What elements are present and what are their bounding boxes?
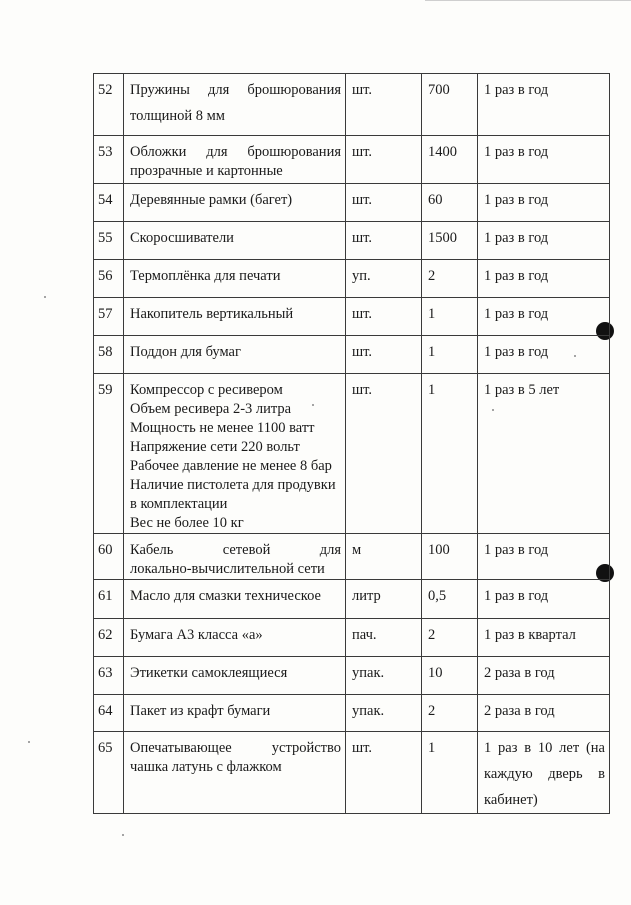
- supplies-table-body: [94, 74, 610, 814]
- row-number: 65: [98, 740, 113, 756]
- scan-speck: [44, 296, 46, 298]
- table-row: [94, 619, 610, 657]
- frequency-value: 1 раз в год: [484, 306, 549, 322]
- frequency-cell: [478, 336, 610, 374]
- quantity-cell: [422, 74, 478, 136]
- quantity-cell: [422, 184, 478, 222]
- frequency-cell: [478, 260, 610, 298]
- item-name-cell: [124, 374, 346, 534]
- row-number-cell: [94, 136, 124, 184]
- frequency-cell: [478, 619, 610, 657]
- unit-cell: [346, 619, 422, 657]
- row-number: 52: [98, 82, 113, 98]
- unit-value: литр: [352, 588, 381, 604]
- frequency-cell: [478, 222, 610, 260]
- frequency-value: 1 раз в год: [484, 268, 549, 284]
- row-number-cell: [94, 184, 124, 222]
- frequency-value: 1 раз в 5 лет: [484, 382, 560, 398]
- quantity-cell: [422, 260, 478, 298]
- frequency-value: 1 раз в квартал: [484, 627, 576, 643]
- row-number-cell: [94, 657, 124, 695]
- quantity-value: 2: [428, 268, 436, 284]
- item-name-line: Деревянные рамки (багет): [130, 192, 293, 208]
- table-row: [94, 695, 610, 732]
- item-name-line: Наличие пистолета для продувки: [130, 477, 336, 493]
- frequency-value: 1 раз в год: [484, 144, 549, 160]
- row-number-cell: [94, 619, 124, 657]
- item-name-cell: [124, 136, 346, 184]
- item-name-cell: [124, 74, 346, 136]
- row-number: 60: [98, 542, 113, 558]
- unit-cell: [346, 374, 422, 534]
- item-name-line: Этикетки самоклеящиеся: [130, 665, 288, 681]
- unit-value: шт.: [352, 144, 373, 160]
- item-name-cell: [124, 298, 346, 336]
- item-name-line: Накопитель вертикальный: [130, 306, 294, 322]
- unit-cell: [346, 74, 422, 136]
- quantity-cell: [422, 336, 478, 374]
- frequency-cell: [478, 732, 610, 814]
- frequency-cell: [478, 74, 610, 136]
- quantity-value: 1: [428, 306, 436, 322]
- item-name-line: Бумага А3 класса «а»: [130, 627, 263, 643]
- item-name-cell: [124, 260, 346, 298]
- unit-value: шт.: [352, 306, 373, 322]
- row-number: 64: [98, 703, 113, 719]
- unit-value: шт.: [352, 82, 373, 98]
- row-number: 62: [98, 627, 113, 643]
- unit-cell: [346, 580, 422, 619]
- frequency-cell: [478, 695, 610, 732]
- table-row: [94, 336, 610, 374]
- quantity-value: 1: [428, 344, 436, 360]
- frequency-value: 1 раз в год: [484, 344, 549, 360]
- table-row: [94, 74, 610, 136]
- table-row: [94, 580, 610, 619]
- quantity-value: 700: [428, 82, 450, 98]
- row-number-cell: [94, 260, 124, 298]
- supplies-table: [93, 73, 610, 814]
- table-row: [94, 298, 610, 336]
- item-name-line: Пружины для брошюрования: [130, 82, 341, 98]
- item-name-line: Напряжение сети 220 вольт: [130, 439, 300, 455]
- item-name-cell: [124, 732, 346, 814]
- frequency-line: 1 раз в 10 лет (на: [484, 740, 605, 756]
- item-name-line: Термоплёнка для печати: [130, 268, 281, 284]
- item-name-cell: [124, 657, 346, 695]
- scan-speck: [28, 741, 30, 743]
- table-row: [94, 260, 610, 298]
- item-name-line: Рабочее давление не менее 8 бар: [130, 458, 332, 474]
- quantity-value: 2: [428, 703, 436, 719]
- quantity-value: 1: [428, 382, 436, 398]
- quantity-cell: [422, 298, 478, 336]
- quantity-cell: [422, 695, 478, 732]
- quantity-cell: [422, 136, 478, 184]
- row-number: 61: [98, 588, 113, 604]
- item-name-line: Масло для смазки техническое: [130, 588, 321, 604]
- row-number: 54: [98, 192, 113, 208]
- frequency-value: 2 раза в год: [484, 703, 555, 719]
- item-name-line: Поддон для бумаг: [130, 344, 241, 360]
- quantity-cell: [422, 222, 478, 260]
- item-name-cell: [124, 222, 346, 260]
- frequency-cell: [478, 136, 610, 184]
- unit-value: упак.: [352, 703, 385, 719]
- item-name-cell: [124, 336, 346, 374]
- row-number-cell: [94, 298, 124, 336]
- quantity-value: 2: [428, 627, 436, 643]
- row-number: 55: [98, 230, 113, 246]
- item-name-line: Кабель сетевой для: [130, 542, 341, 558]
- row-number-cell: [94, 732, 124, 814]
- row-number: 63: [98, 665, 113, 681]
- frequency-cell: [478, 298, 610, 336]
- unit-value: упак.: [352, 665, 385, 681]
- row-number-cell: [94, 222, 124, 260]
- unit-value: шт.: [352, 382, 373, 398]
- unit-cell: [346, 336, 422, 374]
- row-number: 58: [98, 344, 113, 360]
- row-number: 56: [98, 268, 113, 284]
- frequency-value: 1 раз в год: [484, 542, 549, 558]
- unit-cell: [346, 136, 422, 184]
- unit-cell: [346, 657, 422, 695]
- row-number-cell: [94, 695, 124, 732]
- item-name-line: Обложки для брошюрования: [130, 144, 341, 160]
- frequency-cell: [478, 374, 610, 534]
- unit-cell: [346, 732, 422, 814]
- frequency-value: 1 раз в год: [484, 230, 549, 246]
- quantity-value: 60: [428, 192, 443, 208]
- row-number-cell: [94, 580, 124, 619]
- unit-cell: [346, 184, 422, 222]
- frequency-value: 1 раз в год: [484, 192, 549, 208]
- row-number: 57: [98, 306, 113, 322]
- unit-value: шт.: [352, 740, 373, 756]
- unit-cell: [346, 222, 422, 260]
- unit-value: уп.: [352, 268, 371, 284]
- row-number: 53: [98, 144, 113, 160]
- quantity-value: 0,5: [428, 588, 447, 604]
- table-row: [94, 732, 610, 814]
- item-name-line: Опечатывающее устройство: [130, 740, 341, 756]
- frequency-cell: [478, 580, 610, 619]
- frequency-cell: [478, 534, 610, 580]
- frequency-cell: [478, 184, 610, 222]
- unit-cell: [346, 534, 422, 580]
- item-name-line: Компрессор с ресивером: [130, 382, 283, 398]
- unit-cell: [346, 260, 422, 298]
- item-name-cell: [124, 695, 346, 732]
- quantity-value: 1400: [428, 144, 457, 160]
- unit-value: шт.: [352, 230, 373, 246]
- frequency-cell: [478, 657, 610, 695]
- unit-cell: [346, 695, 422, 732]
- table-row: [94, 657, 610, 695]
- item-name-line: Объем ресивера 2-3 литра: [130, 401, 292, 417]
- quantity-cell: [422, 580, 478, 619]
- row-number-cell: [94, 534, 124, 580]
- frequency-line: кабинет): [484, 792, 538, 808]
- quantity-value: 10: [428, 665, 443, 681]
- unit-value: шт.: [352, 344, 373, 360]
- table-row: [94, 374, 610, 534]
- quantity-cell: [422, 657, 478, 695]
- row-number-cell: [94, 374, 124, 534]
- unit-value: шт.: [352, 192, 373, 208]
- quantity-cell: [422, 732, 478, 814]
- unit-value: м: [352, 542, 362, 558]
- row-number-cell: [94, 74, 124, 136]
- quantity-value: 1: [428, 740, 436, 756]
- frequency-line: каждую дверь в: [484, 766, 605, 782]
- item-name-line: Мощность не менее 1100 ватт: [130, 420, 315, 436]
- scan-speck: [122, 834, 124, 836]
- frequency-value: 1 раз в год: [484, 82, 549, 98]
- frequency-value: 2 раза в год: [484, 665, 555, 681]
- quantity-value: 1500: [428, 230, 457, 246]
- item-name-cell: [124, 184, 346, 222]
- item-name-cell: [124, 619, 346, 657]
- quantity-value: 100: [428, 542, 450, 558]
- item-name-line: локально-вычислительной сети: [130, 561, 325, 577]
- top-edge-line: [425, 0, 631, 1]
- item-name-line: Пакет из крафт бумаги: [130, 703, 271, 719]
- item-name-line: Вес не более 10 кг: [130, 515, 244, 531]
- unit-cell: [346, 298, 422, 336]
- row-number: 59: [98, 382, 113, 398]
- quantity-cell: [422, 534, 478, 580]
- table-row: [94, 534, 610, 580]
- quantity-cell: [422, 374, 478, 534]
- quantity-cell: [422, 619, 478, 657]
- row-number-cell: [94, 336, 124, 374]
- unit-value: пач.: [352, 627, 377, 643]
- table-row: [94, 222, 610, 260]
- item-name-line: толщиной 8 мм: [130, 108, 225, 124]
- item-name-line: чашка латунь с флажком: [130, 759, 282, 775]
- item-name-line: Скоросшиватели: [130, 230, 234, 246]
- item-name-line: в комплектации: [130, 496, 228, 512]
- item-name-line: прозрачные и картонные: [130, 163, 283, 179]
- table-row: [94, 136, 610, 184]
- table-row: [94, 184, 610, 222]
- item-name-cell: [124, 580, 346, 619]
- item-name-cell: [124, 534, 346, 580]
- frequency-value: 1 раз в год: [484, 588, 549, 604]
